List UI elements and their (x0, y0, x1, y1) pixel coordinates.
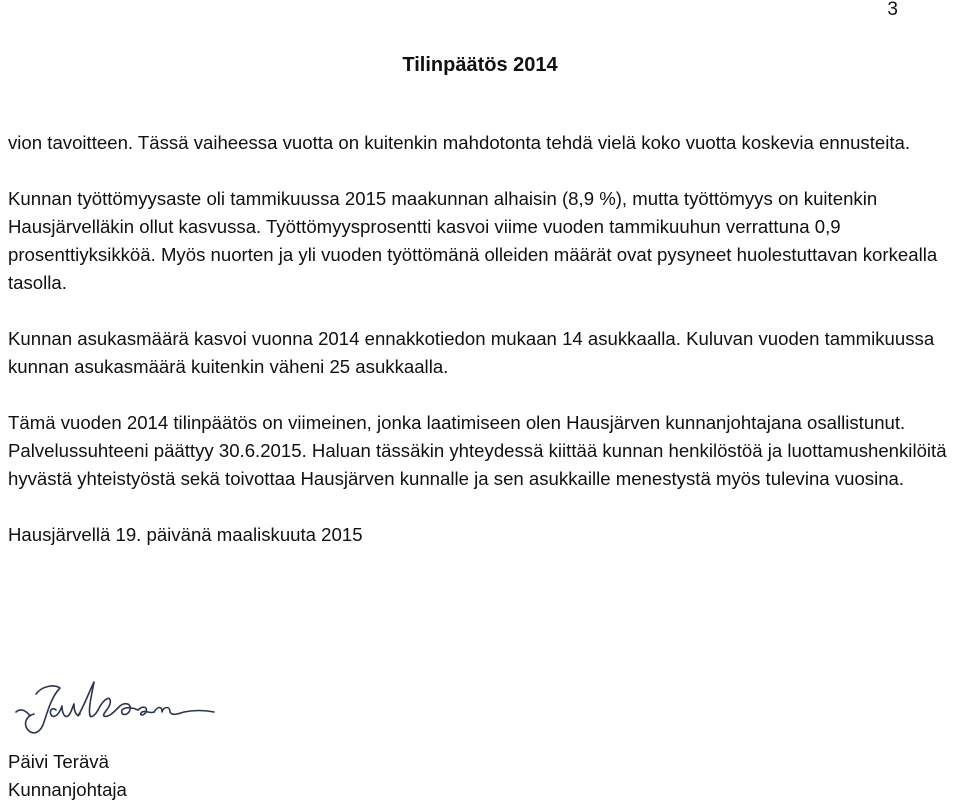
signer-block (8, 748, 127, 804)
document-body (8, 129, 952, 577)
paragraph-population: Kunnan asukasmäärä kasvoi vuonna 2014 ennakkotiedon mukaan 14 asukkaalla. Kuluvan vuoden tammikuussa kunnan asukasmäärä kuitenkin väheni 25 asukkaalla. (8, 328, 935, 377)
paragraph-forecast: vion tavoitteen. Tässä vaiheessa vuotta on kuitenkin mahdotonta tehdä vielä koko vuotta koskevia ennusteita. (8, 132, 911, 153)
page-title: Tilinpäätös 2014 (402, 54, 558, 76)
signer-name: Päivi Terävä (8, 751, 109, 772)
paragraph-unemployment: Kunnan työttömyysaste oli tammikuussa 2015 maakunnan alhaisin (8,9 %), mutta työttömyys on kuitenkin Hausjärvelläkin ollut kasvussa. Työttömyysprosentti kasvoi viime vuoden tammikuuhun verrattuna 0,9 prosenttiyksikköä. Myös nuorten ja yli vuoden työttömänä olleiden määrät ovat pysyneet huolestuttavan korkealla tasolla. (8, 188, 938, 293)
paragraph-farewell: Tämä vuoden 2014 tilinpäätös on viimeinen, jonka laatimiseen olen Hausjärven kunnanjohtajana osallistunut. Palvelussuhteeni päättyy 30.6.2015. Haluan tässäkin yhteydessä kiittää kunnan henkilöstöä ja luottamushenkilöitä hyvästä yhteistyöstä sekä toivottaa Hausjärven kunnalle ja sen asukkaille menestystä myös tulevina vuosina. (8, 412, 947, 489)
page-number: 3 (887, 0, 898, 20)
place-and-date: Hausjärvellä 19. päivänä maaliskuuta 2015 (8, 524, 363, 545)
handwritten-signature-icon (8, 676, 218, 746)
signer-title: Kunnanjohtaja (8, 779, 127, 800)
